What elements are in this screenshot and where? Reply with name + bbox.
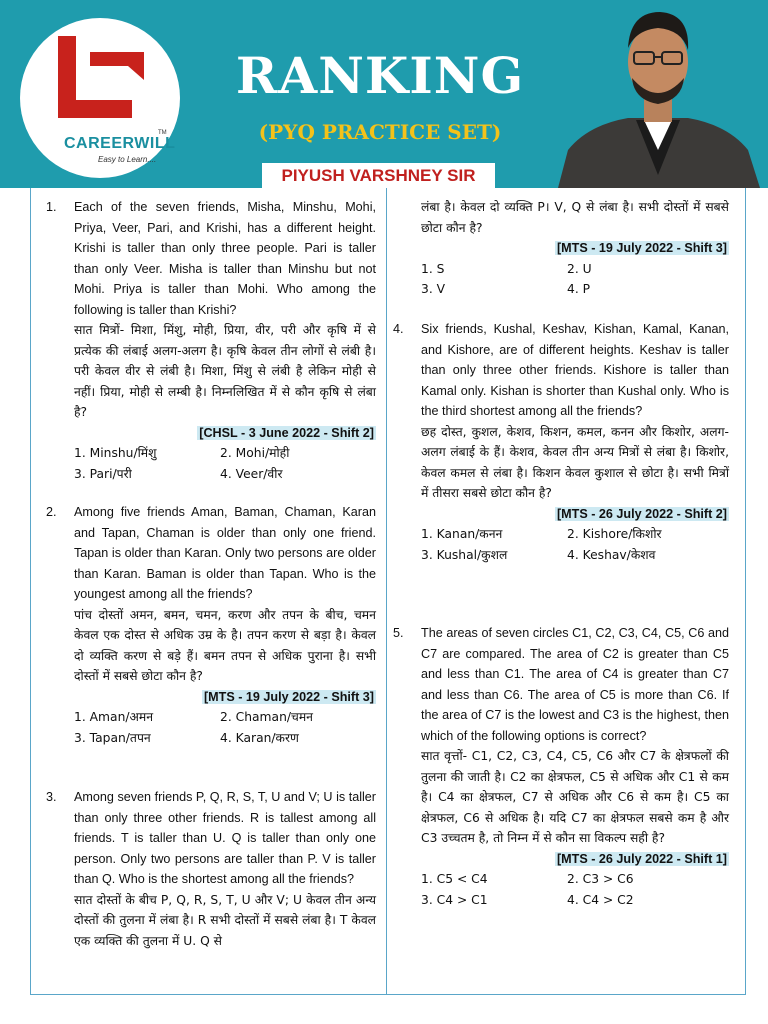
option-3: 3. V xyxy=(421,282,446,296)
option-4: 4. C4 > C2 xyxy=(567,892,634,907)
question-text-hindi: छह दोस्त, कुशल, केशव, किशन, कमल, कनन और किशोर, अलग-अलग लंबाई के हैं। केशव, केवल तीन अन्य मित्रों से लंबा है। किशोर, केवल कमल से लंबा है। किशन केवल कुशाल से छोटा है। सभी मित्रों में तीसरा सबसे छोटा कौन है? xyxy=(421,424,729,500)
option-2: 2. U xyxy=(567,261,592,276)
careerwill-logo xyxy=(20,18,180,178)
option-1: 1. Aman/अमन xyxy=(74,710,154,724)
question-4 xyxy=(393,319,729,565)
exam-source: [MTS - 26 July 2022 - Shift 2] xyxy=(556,506,727,521)
question-text-english: Among seven friends P, Q, R, S, T, U and V; U is taller than only three other friends. R is tallest among all friends. T is taller than U. Q is taller than only one person. Only two persons are taller than P. V is taller than Q. Who is the shortest among all the friends? xyxy=(74,790,376,886)
option-4: 4. Karan/करण xyxy=(220,730,299,745)
option-3: 3. Pari/परी xyxy=(74,466,132,481)
teacher-name: PIYUSH VARSHNEY SIR xyxy=(262,163,495,188)
question-text-english: Among five friends Aman, Baman, Chaman, Karan and Tapan, Chaman is older than only one friend. Tapan is older than Karan. Only two persons are older than Karan. Baman is older than Tapan. Who is the youngest among all the friends? xyxy=(74,505,376,601)
question-3 xyxy=(46,787,376,951)
question-text-hindi-continued: लंबा है। केवल दो व्यक्ति P। V, Q से लंबा है। सभी दोस्तों में सबसे छोटा कौन है? xyxy=(421,200,729,235)
exam-source: [MTS - 19 July 2022 - Shift 3] xyxy=(203,689,374,704)
logo-tagline: Easy to Learn.... xyxy=(98,155,157,164)
question-3-continued xyxy=(393,197,729,300)
logo-mark-icon xyxy=(20,18,180,178)
page-subtitle: (PYQ PRACTICE SET) xyxy=(258,120,502,144)
question-text-english: Six friends, Kushal, Keshav, Kishan, Kamal, Kanan, and Kishore, are of different heights. Keshav is taller than only three other friends. Kishore is taller than Kamal only. Kishan is shorter than Kushal only. Who is the third shortest among all the friends? xyxy=(421,322,729,418)
option-3: 3. Tapan/तपन xyxy=(74,730,151,745)
option-4: 4. P xyxy=(567,282,591,296)
option-1: 1. C5 < C4 xyxy=(421,872,488,886)
option-3: 3. Kushal/कुशल xyxy=(421,547,508,562)
option-1: 1. Minshu/मिंशु xyxy=(74,446,157,460)
question-text-english: The areas of seven circles C1, C2, C3, C4, C5, C6 and C7 are compared. The area of C2 is greater than C5 and less than C1. The area of C4 is greater than C7 and less than C6. The area of C5 is more than C6. If the area of C7 is the lowest and C3 is the highest, then which of the following options is correct? xyxy=(421,626,729,743)
exam-source: [CHSL - 3 June 2022 - Shift 2] xyxy=(199,425,374,440)
question-2 xyxy=(46,502,376,748)
option-2: 2. C3 > C6 xyxy=(567,872,634,886)
question-number: 4. xyxy=(393,322,404,336)
question-number: 3. xyxy=(46,790,57,804)
question-text-hindi: पांच दोस्तों अमन, बमन, चमन, करण और तपन के बीच, चमन केवल एक दोस्त से अधिक उम्र के है। तपन करण से बड़ा है। केवल दो व्यक्ति करण से बड़े हैं। बमन तपन से अधिक पुराना है। सभी दोस्तों में सबसे छोटा कौन है? xyxy=(74,607,376,683)
exam-source: [MTS - 19 July 2022 - Shift 3] xyxy=(556,241,727,255)
question-5 xyxy=(393,623,729,910)
question-number: 1. xyxy=(46,200,57,214)
page-header xyxy=(0,0,768,188)
question-text-hindi: सात मित्रों- मिशा, मिंशु, मोही, प्रिया, वीर, परी और कृषि में से प्रत्येक की लंबाई अलग-अलग है। कृषि केवल तीन लोगों से लंबी है। परी केवल वीर से लंबी है। मिशा, मिंशु से लंबी है लेकिन मोही से नहीं। प्रिया, मोही से लम्बी है। निम्नलिखित में से कौन कृषि से लंबा है? xyxy=(74,323,376,419)
question-number: 2. xyxy=(46,505,57,519)
option-1: 1. S xyxy=(421,261,445,276)
option-2: 2. Chaman/चमन xyxy=(220,710,313,724)
option-4: 4. Veer/वीर xyxy=(220,466,283,481)
column-divider xyxy=(386,188,387,994)
question-text-hindi: सात वृत्तों- C1, C2, C3, C4, C5, C6 और C7 के क्षेत्रफलों की तुलना की जाती है। C2 का क्षेत्रफल, C5 से अधिक और C1 से कम है। C4 का क्षेत्रफल, C7 से अधिक और C6 से कम है। C5 का क्षेत्रफल, C6 से अधिक है। यदि C7 का क्षेत्रफल सबसे कम है और C3 उच्चतम है, तो निम्न में से कौन सा विकल्प सही है? xyxy=(421,749,729,845)
page-title: RANKING xyxy=(235,46,525,105)
option-3: 3. C4 > C1 xyxy=(421,892,488,907)
logo-text: CAREERWILL xyxy=(64,135,176,152)
option-1: 1. Kanan/कनन xyxy=(421,527,503,541)
option-2: 2. Kishore/किशोर xyxy=(567,527,662,541)
logo-tm: TM xyxy=(158,130,167,136)
exam-source: [MTS - 26 July 2022 - Shift 1] xyxy=(556,851,727,866)
question-1 xyxy=(46,197,376,484)
teacher-photo xyxy=(548,0,768,188)
question-text-english: Each of the seven friends, Misha, Minshu, Mohi, Priya, Veer, Pari, and Krishi, has a different height. Krishi is taller than only three people. Pari is taller than only Veer. Misha is taller than Minshu but not Mohi. Priya is taller than Mohi. Who among the following is taller than Krishi? xyxy=(74,200,376,317)
option-2: 2. Mohi/मोही xyxy=(220,446,290,460)
question-number: 5. xyxy=(393,626,404,640)
option-4: 4. Keshav/केशव xyxy=(567,547,656,562)
question-text-hindi: सात दोस्तों के बीच P, Q, R, S, T, U और V; U केवल तीन अन्य दोस्तों की तुलना में लंबा है। R सभी दोस्तों में सबसे लंबा है। T केवल एक व्यक्ति की तुलना में U. Q से xyxy=(74,892,376,948)
